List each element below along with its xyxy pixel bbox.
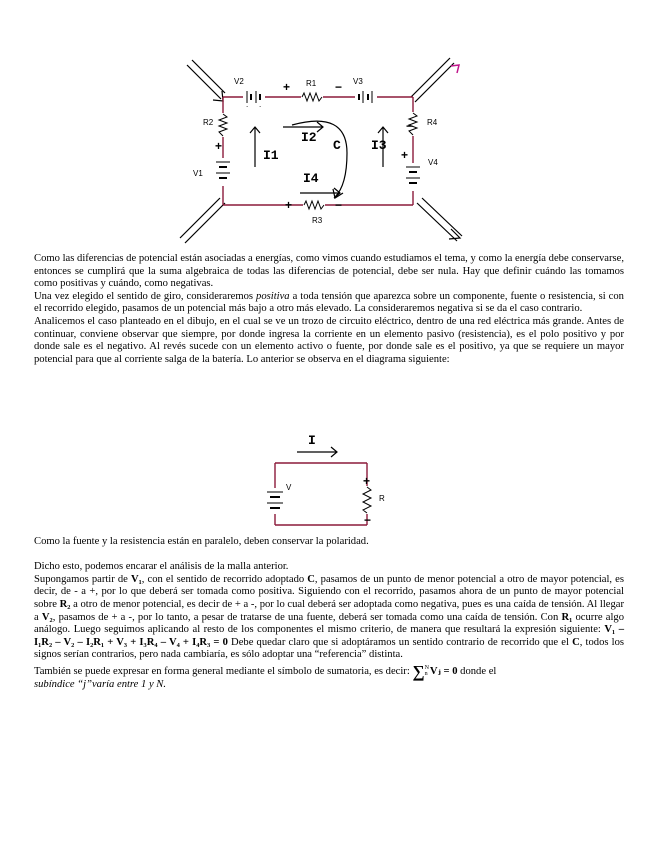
summation-symbol: ∑ bbox=[412, 661, 425, 681]
source-resistor-diagram bbox=[255, 430, 395, 530]
current-label-i3: I3 bbox=[371, 138, 387, 153]
kirchhoff-equation: V₁ – I₁R₂ – V₂ – I₂R₁ + V₃ + I₃R₄ – V₄ + I₄R₃ = 0 bbox=[34, 624, 624, 648]
sign-right-plus: + bbox=[401, 148, 409, 162]
label-v2: V2 bbox=[234, 77, 244, 86]
label-r1: R1 bbox=[306, 79, 317, 88]
battery-v3 bbox=[355, 90, 377, 104]
sign-top-minus: − bbox=[335, 80, 343, 94]
battery-v4 bbox=[405, 163, 421, 191]
sign-bottom-plus: + bbox=[285, 198, 293, 212]
label-source-v: V bbox=[286, 483, 292, 492]
sign-resistor-plus: + bbox=[363, 474, 371, 488]
battery-v2 bbox=[243, 90, 265, 109]
paragraph-analysis: Analicemos el caso planteado en el dibujo, en el cual se ve un trozo de circuito eléctrico, dentro de una red eléctrica más grande. Antes de continuar, conviene observar que siempre, por donde ingresa la corriente en un elemento pasivo (resistencia), es el polo positivo y por donde sale es el negativo. Al revés sucede con un elemento activo o fuente, por donde sale es el positivo, ya que se requiere un mayor potencial para que al corriente salga de la batería. Lo anterior se observa en el diagrama siguiente: bbox=[34, 315, 624, 365]
mesh-circuit-diagram bbox=[175, 55, 475, 250]
sign-right-minus: − bbox=[406, 119, 414, 133]
battery-v1 bbox=[215, 158, 231, 186]
paragraph-mesh-intro: Dicho esto, podemos encarar el análisis de la malla anterior. bbox=[34, 561, 289, 573]
label-v1: V1 bbox=[193, 169, 203, 178]
summation-limits: N n bbox=[424, 664, 429, 677]
paragraph-summation: También se puede expresar en forma general mediante el símbolo de sumatoria, es decir: ∑N n Vⱼ = 0 donde el subíndice “j”varía entre 1 y N. bbox=[34, 661, 497, 690]
branch-arrow-tip-icon bbox=[451, 65, 459, 73]
paragraph-energy-conservation: Como las diferencias de potencial están asociadas a energías, como vimos cuando estudiamos el tema, y como la energía debe conservarse, entonces se cumplirá que la suma algebraica de todas las diferencias de potencial, debe ser nula. Hay que definir cuándo las tomamos como positivas y cuándo, como negativas. bbox=[34, 253, 624, 290]
svg-text:.: . bbox=[259, 100, 262, 109]
sign-left-plus: + bbox=[215, 139, 223, 153]
label-resistor-r: R bbox=[379, 494, 385, 503]
sign-bottom-minus: − bbox=[335, 198, 343, 212]
sign-resistor-minus: − bbox=[364, 513, 372, 527]
simple-battery bbox=[266, 488, 284, 514]
svg-text:.: . bbox=[246, 100, 249, 109]
paragraph-polarity: Como la fuente y la resistencia están en paralelo, deben conservar la polaridad. bbox=[34, 536, 369, 547]
label-r4: R4 bbox=[427, 118, 438, 127]
summation-body: Vⱼ = 0 bbox=[429, 665, 458, 677]
paragraph-mesh-walkthrough: Supongamos partir de V₁, con el sentido de recorrido adoptado C, pasamos de un punto de menor potencial a otro de mayor potencial, es decir, de - a +, por lo que deberá ser tomada como positiva. Siguiendo con el recorrido, pasamos ahora de un punto de mayor potencial sobre R₂ a otro de menor potencial, es decir de + a -, por lo cual deberá ser adoptada como negativa, pues es una caída de tensión. Al llegar a V₂, pasamos de + a -, por lo tanto, a pesar de tratarse de una fuente, deberá ser tomada como una caída de tensión. Con R₁ ocurre algo análogo. Luego seguimos aplicando al resto de los componentes el mismo criterio, de manera que resultará la expresión siguiente: V₁ – I₁R₂ – V₂ – I₂R₁ + V₃ + I₃R₄ – V₄ + I₄R₃ = 0 Debe quedar claro que si adoptáramos un sentido contrario de recorrido que el C, todos los signos serían contrarios, pero nada cambiaría, es sólo adoptar una “referencia” distinta. bbox=[34, 573, 625, 661]
simple-loop-wires bbox=[275, 463, 367, 525]
loop-direction-label: C bbox=[333, 138, 341, 153]
sign-top-plus: + bbox=[283, 80, 291, 94]
explanation-block-1 bbox=[34, 253, 624, 366]
label-v3: V3 bbox=[353, 77, 363, 86]
current-label-i: I bbox=[308, 433, 316, 448]
current-label-i4: I4 bbox=[303, 171, 319, 186]
current-label-i2: I2 bbox=[301, 130, 317, 145]
current-label-i1: I1 bbox=[263, 148, 279, 163]
label-r3: R3 bbox=[312, 216, 323, 225]
label-v4: V4 bbox=[428, 158, 438, 167]
explanation-block-2 bbox=[34, 536, 624, 691]
label-r2: R2 bbox=[203, 118, 214, 127]
paragraph-sign-convention: Una vez elegido el sentido de giro, consideraremos positiva a toda tensión que aparezca sobre un componente, fuente o resistencia, si con el recorrido elegido, pasamos de un potencial más bajo a otro más elevado. La consideraremos negativa si se da el caso contrario. bbox=[34, 290, 624, 315]
